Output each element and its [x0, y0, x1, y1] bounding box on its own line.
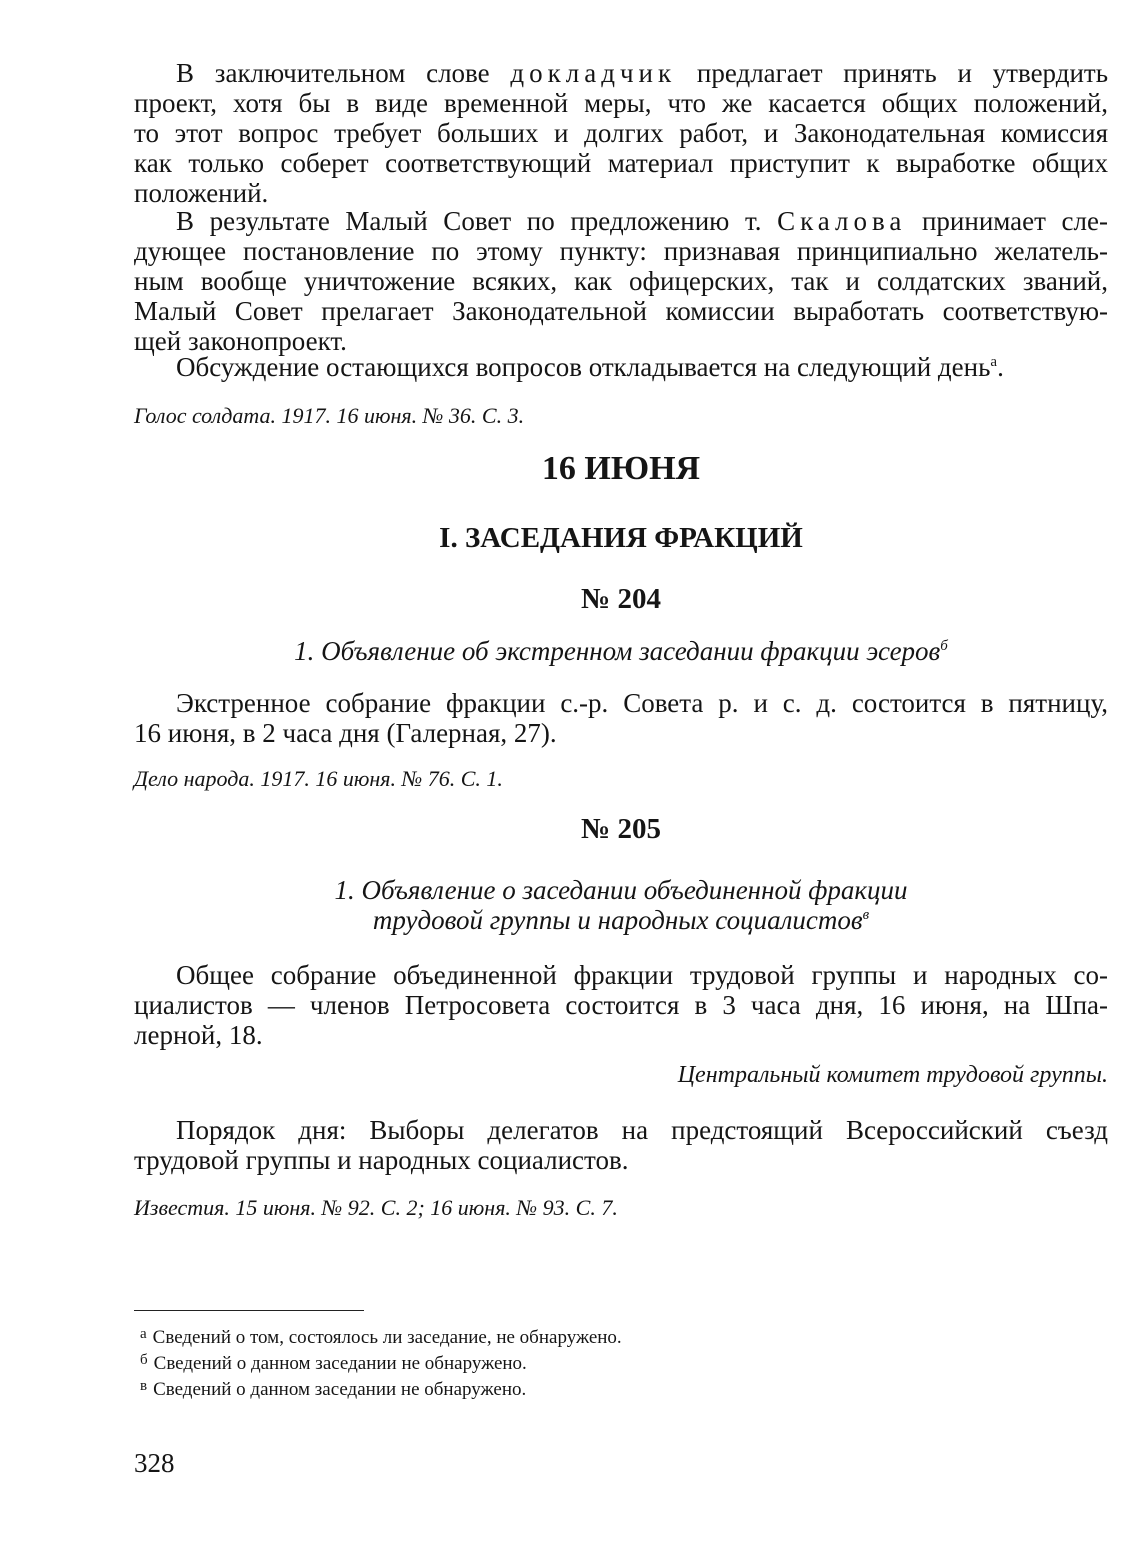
- document-body: [134, 960, 1108, 1050]
- footnote-ref: б: [940, 638, 948, 654]
- text-line: ным вообще уничтожение всяких, как офицерских, так и солдатских званий,: [134, 266, 1108, 296]
- text-line: В заключительном слове докладчик предлагает принять и утвердить: [176, 58, 1109, 88]
- paragraph-resolution: [134, 206, 1108, 356]
- document-number: № 205: [581, 813, 661, 845]
- section-heading: I. ЗАСЕДАНИЯ ФРАКЦИЙ: [439, 522, 803, 554]
- document-title: 1. Объявление об экстренном заседании фракции эсеров$^б$: [294, 636, 948, 666]
- text-line: трудовой группы и народных социалистов.: [134, 1145, 629, 1175]
- signature: Центральный комитет трудовой группы.: [677, 1062, 1108, 1088]
- document-number: № 204: [581, 583, 661, 615]
- document-title: 1. Объявление о заседании объединенной фракции трудовой группы и народных социалистов$^в$: [334, 875, 908, 935]
- source-citation: Голос солдата. 1917. 16 июня. № 36. С. 3.: [134, 403, 525, 428]
- text-line: щей законопроект.: [134, 326, 347, 356]
- paragraph-speaker-conclusion: [134, 58, 1108, 208]
- text-line: то этот вопрос требует больших и долгих работ, и Законодательная комиссия: [134, 118, 1108, 148]
- text-line: Обсуждение остающихся вопросов откладывается на следующий день$^а$.: [176, 352, 1004, 382]
- text-line: Порядок дня: Выборы делегатов на предстоящий Всероссийский съезд: [176, 1115, 1108, 1145]
- date-heading: 16 ИЮНЯ: [541, 450, 701, 487]
- text-line: Общее собрание объединенной фракции трудовой группы и народных со-: [176, 960, 1108, 990]
- text-line: проект, хотя бы в виде временной меры, что же касается общих положений,: [134, 88, 1108, 118]
- document-body: [134, 688, 1108, 748]
- footnote-ref: а: [990, 354, 998, 370]
- source-citation: Дело народа. 1917. 16 июня. № 76. С. 1.: [134, 766, 503, 791]
- paragraph-postponed: [134, 352, 1108, 382]
- footnote: $^а$ Сведений о том, состоялось ли заседание, не обнаружено.: [140, 1326, 622, 1348]
- footnote: $^в$ Сведений о данном заседании не обнаружено.: [140, 1378, 527, 1400]
- text-line: положений.: [134, 178, 269, 208]
- footnote: $^б$ Сведений о данном заседании не обнаружено.: [140, 1352, 527, 1374]
- text-line: В результате Малый Совет по предложению т. Скалова принимает сле-: [176, 206, 1108, 236]
- text-line: циалистов — членов Петросовета состоится в 3 часа дня, 16 июня, на Шпа-: [134, 990, 1108, 1020]
- text-line: 16 июня, в 2 часа дня (Галерная, 27).: [134, 718, 557, 748]
- page-number: 328: [134, 1448, 175, 1478]
- text-line: Экстренное собрание фракции с.-р. Совета р. и с. д. состоится в пятницу,: [176, 688, 1108, 718]
- footnotes: [134, 1325, 1108, 1403]
- footnote-ref: в: [862, 907, 870, 923]
- footnote-divider: [134, 1310, 364, 1311]
- text-line: дующее постановление по этому пункту: признавая принципиально желатель-: [134, 236, 1108, 266]
- text-line: лерной, 18.: [134, 1020, 263, 1050]
- agenda: [134, 1115, 1108, 1175]
- text-line: Малый Совет прелагает Законодательной комиссии выработать соответствую-: [134, 296, 1108, 326]
- text-line: как только соберет соответствующий материал приступит к выработке общих: [134, 148, 1108, 178]
- source-citation: Известия. 15 июня. № 92. С. 2; 16 июня. № 93. С. 7.: [134, 1195, 618, 1220]
